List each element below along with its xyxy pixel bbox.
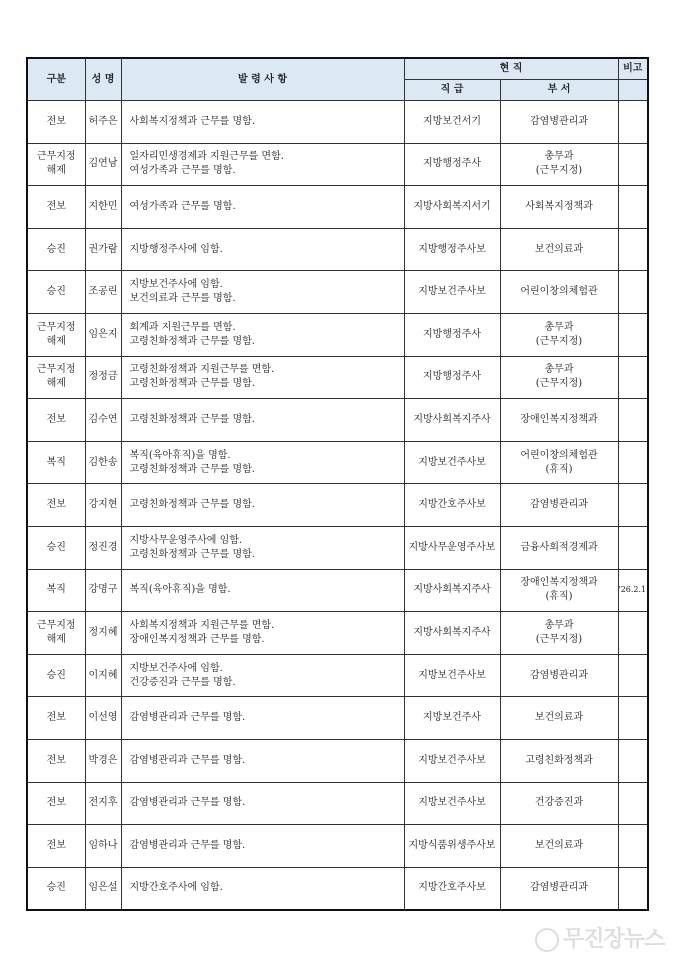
cell-note — [618, 441, 648, 484]
cell-name: 강명구 — [85, 569, 121, 612]
cell-note — [618, 399, 648, 442]
cell-name: 전지후 — [85, 782, 121, 825]
cell-name: 임은지 — [85, 313, 121, 356]
cell-note — [618, 143, 648, 186]
cell-order: 감염병관리과 근무를 명함. — [121, 825, 404, 868]
cell-dept: 금융사회적경제과 — [500, 526, 618, 569]
cell-rank: 지방보건주사보 — [404, 441, 500, 484]
header-note-blank — [618, 80, 648, 101]
cell-type: 전보 — [27, 825, 85, 868]
cell-type: 전보 — [27, 739, 85, 782]
cell-dept: 장애인복지정책과 (휴직) — [500, 569, 618, 612]
cell-rank: 지방사회복지서기 — [404, 186, 500, 229]
cell-dept: 총무과 (근무지정) — [500, 313, 618, 356]
header-current: 현 직 — [404, 58, 618, 80]
cell-name: 정정금 — [85, 356, 121, 399]
table-row — [27, 526, 648, 569]
cell-order: 감염병관리과 근무를 명함. — [121, 697, 404, 740]
cell-type: 전보 — [27, 186, 85, 229]
cell-order: 지방행정주사에 임함. — [121, 228, 404, 271]
cell-type: 복직 — [27, 441, 85, 484]
cell-rank: 지방보건주사보 — [404, 271, 500, 314]
cell-type: 승진 — [27, 526, 85, 569]
cell-dept: 보건의료과 — [500, 825, 618, 868]
cell-order: 여성가족과 근무를 명함. — [121, 186, 404, 229]
cell-order: 지방사무운영주사에 임함. 고령친화정책과 근무를 명함. — [121, 526, 404, 569]
table-row — [27, 356, 648, 399]
cell-name: 김수연 — [85, 399, 121, 442]
cell-rank: 지방행정주사 — [404, 313, 500, 356]
table-row — [27, 228, 648, 271]
cell-rank: 지방보건주사보 — [404, 654, 500, 697]
cell-type: 근무지정 해제 — [27, 143, 85, 186]
cell-rank: 지방행정주사 — [404, 356, 500, 399]
cell-rank: 지방사회복지주사 — [404, 569, 500, 612]
table-row — [27, 441, 648, 484]
cell-name: 김한송 — [85, 441, 121, 484]
cell-rank: 지방보건주사보 — [404, 782, 500, 825]
personnel-table — [26, 57, 649, 911]
cell-order: 감염병관리과 근무를 명함. — [121, 782, 404, 825]
cell-name: 임은설 — [85, 867, 121, 910]
cell-dept: 총무과 (근무지정) — [500, 356, 618, 399]
cell-name: 지한민 — [85, 186, 121, 229]
header-name: 성 명 — [85, 58, 121, 101]
cell-type: 승진 — [27, 228, 85, 271]
cell-dept: 총무과 (근무지정) — [500, 612, 618, 655]
cell-order: 고령친화정책과 근무를 명함. — [121, 399, 404, 442]
table-row — [27, 399, 648, 442]
cell-name: 조공린 — [85, 271, 121, 314]
cell-order: 사회복지정책과 지원근무를 면함. 장애인복지정책과 근무를 명함. — [121, 612, 404, 655]
cell-note — [618, 739, 648, 782]
cell-type: 전보 — [27, 399, 85, 442]
cell-note — [618, 697, 648, 740]
cell-type: 전보 — [27, 782, 85, 825]
watermark-text: 무진장뉴스 — [563, 927, 665, 952]
cell-type: 전보 — [27, 697, 85, 740]
cell-note — [618, 526, 648, 569]
cell-name: 김연남 — [85, 143, 121, 186]
cell-rank: 지방보건주사 — [404, 697, 500, 740]
table-row — [27, 782, 648, 825]
cell-type: 근무지정 해제 — [27, 612, 85, 655]
cell-dept: 고령친화정책과 — [500, 739, 618, 782]
cell-name: 박경은 — [85, 739, 121, 782]
cell-dept: 감염병관리과 — [500, 654, 618, 697]
cell-order: 회계과 지원근무를 면함. 고령친화정책과 근무를 명함. — [121, 313, 404, 356]
cell-type: 전보 — [27, 101, 85, 144]
cell-note — [618, 186, 648, 229]
table-row — [27, 612, 648, 655]
cell-order: 지방보건주사에 임함. 건강증진과 근무를 명함. — [121, 654, 404, 697]
watermark-logo-icon — [535, 928, 559, 952]
cell-name: 강지현 — [85, 484, 121, 527]
cell-type: 근무지정 해제 — [27, 313, 85, 356]
cell-dept: 건강증진과 — [500, 782, 618, 825]
header-dept: 부 서 — [500, 80, 618, 101]
cell-type: 승진 — [27, 271, 85, 314]
cell-type: 근무지정 해제 — [27, 356, 85, 399]
header-note: 비고 — [618, 58, 648, 80]
cell-name: 임하나 — [85, 825, 121, 868]
cell-dept: 보건의료과 — [500, 697, 618, 740]
cell-note — [618, 356, 648, 399]
cell-dept: 감염병관리과 — [500, 101, 618, 144]
cell-note — [618, 101, 648, 144]
cell-order: 고령친화정책과 근무를 명함. — [121, 484, 404, 527]
cell-order: 고령친화정책과 지원근무를 면함. 고령친화정책과 근무를 명함. — [121, 356, 404, 399]
cell-type: 승진 — [27, 654, 85, 697]
cell-name: 허주은 — [85, 101, 121, 144]
cell-order: 지방보건주사에 임함. 보건의료과 근무를 명함. — [121, 271, 404, 314]
cell-order: 일자리민생경제과 지원근무를 면함. 여성가족과 근무를 명함. — [121, 143, 404, 186]
cell-note: '26.2.1. — [618, 569, 648, 612]
cell-type: 승진 — [27, 867, 85, 910]
table-row — [27, 484, 648, 527]
header-type: 구분 — [27, 58, 85, 101]
table-row — [27, 739, 648, 782]
cell-note — [618, 313, 648, 356]
cell-rank: 지방간호주사보 — [404, 484, 500, 527]
cell-dept: 보건의료과 — [500, 228, 618, 271]
cell-dept: 어린이창의체험관 (휴직) — [500, 441, 618, 484]
cell-dept: 사회복지정책과 — [500, 186, 618, 229]
cell-type: 전보 — [27, 484, 85, 527]
header-rank: 직 급 — [404, 80, 500, 101]
cell-rank: 지방사회복지주사 — [404, 399, 500, 442]
table-row — [27, 697, 648, 740]
table-row — [27, 654, 648, 697]
table-row — [27, 101, 648, 144]
cell-name: 정진경 — [85, 526, 121, 569]
cell-note — [618, 782, 648, 825]
cell-note — [618, 228, 648, 271]
cell-rank: 지방식품위생주사보 — [404, 825, 500, 868]
table-row — [27, 867, 648, 910]
cell-order: 감염병관리과 근무를 명함. — [121, 739, 404, 782]
cell-order: 사회복지정책과 근무를 명함. — [121, 101, 404, 144]
cell-rank: 지방사무운영주사보 — [404, 526, 500, 569]
cell-rank: 지방보건주사보 — [404, 739, 500, 782]
cell-rank: 지방행정주사보 — [404, 228, 500, 271]
cell-type: 복직 — [27, 569, 85, 612]
header-order: 발 령 사 항 — [121, 58, 404, 101]
cell-name: 이선영 — [85, 697, 121, 740]
cell-order: 복직(육아휴직)을 명함. 고령친화정책과 근무를 명함. — [121, 441, 404, 484]
cell-note — [618, 867, 648, 910]
table-row — [27, 186, 648, 229]
cell-note — [618, 825, 648, 868]
table-row — [27, 271, 648, 314]
cell-note — [618, 612, 648, 655]
table-row — [27, 569, 648, 612]
cell-rank: 지방행정주사 — [404, 143, 500, 186]
cell-rank: 지방간호주사보 — [404, 867, 500, 910]
cell-dept: 총무과 (근무지정) — [500, 143, 618, 186]
cell-rank: 지방사회복지주사 — [404, 612, 500, 655]
cell-name: 정지혜 — [85, 612, 121, 655]
table-row — [27, 313, 648, 356]
cell-name: 권가람 — [85, 228, 121, 271]
table-row — [27, 825, 648, 868]
cell-dept: 감염병관리과 — [500, 484, 618, 527]
cell-order: 복직(육아휴직)을 명함. — [121, 569, 404, 612]
cell-note — [618, 654, 648, 697]
cell-note — [618, 271, 648, 314]
cell-dept: 어린이창의체험관 — [500, 271, 618, 314]
watermark — [535, 922, 664, 953]
cell-rank: 지방보건서기 — [404, 101, 500, 144]
cell-dept: 감염병관리과 — [500, 867, 618, 910]
table-row — [27, 143, 648, 186]
cell-name: 이지혜 — [85, 654, 121, 697]
cell-note — [618, 484, 648, 527]
cell-dept: 장애인복지정책과 — [500, 399, 618, 442]
cell-order: 지방간호주사에 임함. — [121, 867, 404, 910]
